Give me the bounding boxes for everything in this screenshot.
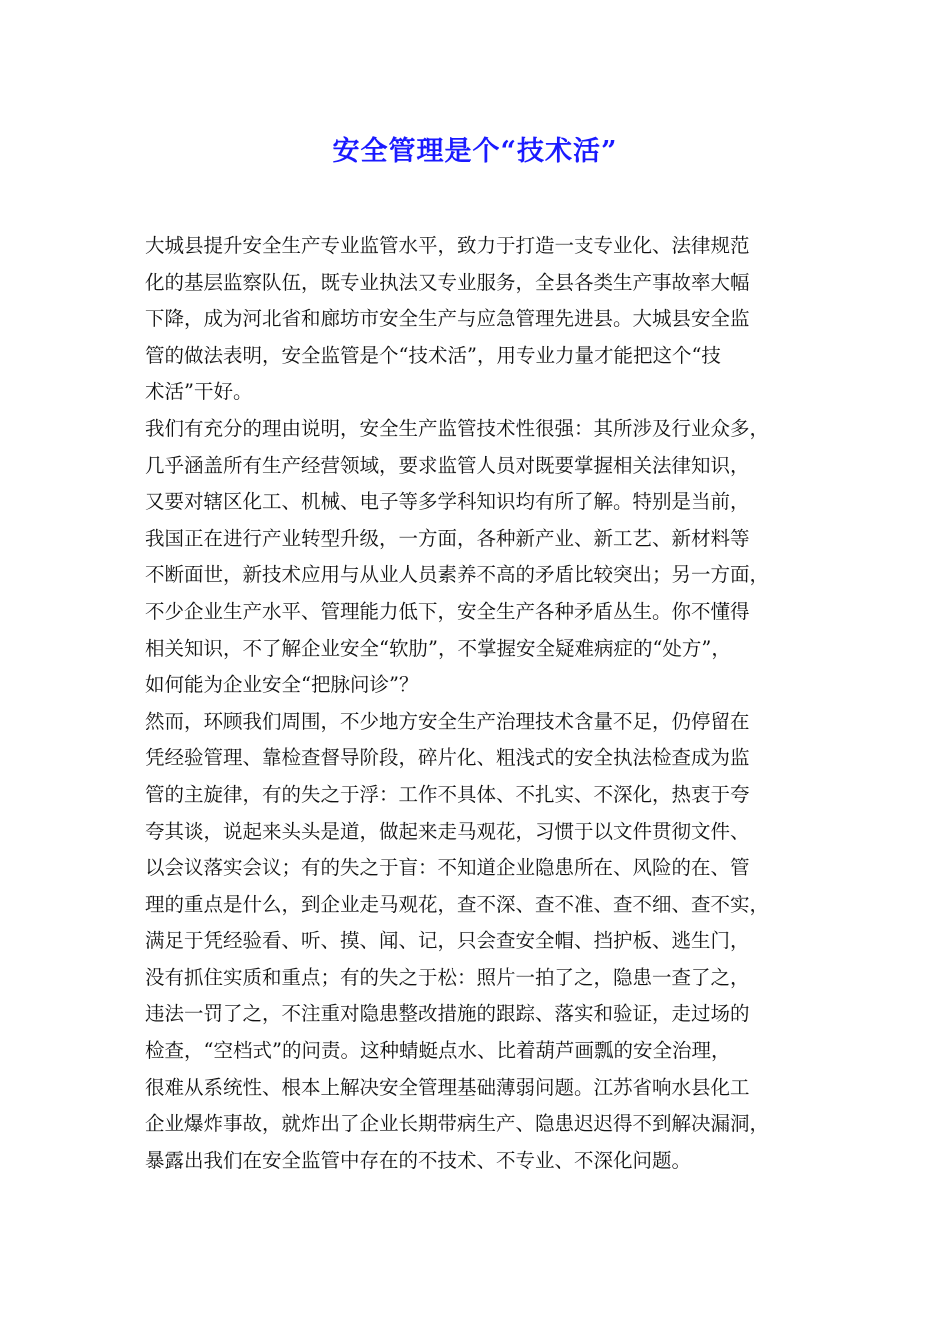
text-line: 我国正在进行产业转型升级，一方面，各种新产业、新工艺、新材料等 — [145, 526, 750, 550]
text-line: 管的做法表明，安全监管是个“技术活”，用专业力量才能把这个“技 — [145, 343, 721, 367]
paragraph-2 — [145, 411, 805, 704]
text-line: 理的重点是什么，到企业走马观花，查不深、查不准、查不细、查不实， — [145, 892, 770, 916]
text-line: 不断面世，新技术应用与从业人员素养不高的矛盾比较突出；另一方面， — [145, 563, 770, 587]
paragraph-1 — [145, 228, 805, 411]
text-line: 然而，环顾我们周围，不少地方安全生产治理技术含量不足，仍停留在 — [145, 709, 750, 733]
text-line: 化的基层监察队伍，既专业执法又专业服务，全县各类生产事故率大幅 — [145, 270, 750, 294]
document-body — [145, 228, 805, 1179]
text-line: 夸其谈，说起来头头是道，做起来走马观花，习惯于以文件贯彻文件、 — [145, 819, 750, 843]
text-line: 暴露出我们在安全监管中存在的不技术、不专业、不深化问题。 — [145, 1148, 692, 1172]
text-line: 以会议落实会议；有的失之于盲：不知道企业隐患所在、风险的在、管 — [145, 856, 750, 880]
text-line: 相关知识，不了解企业安全“软肋”，不掌握安全疑难病症的“处方”， — [145, 636, 731, 660]
text-line: 违法一罚了之，不注重对隐患整改措施的跟踪、落实和验证，走过场的 — [145, 1002, 750, 1026]
text-line: 很难从系统性、根本上解决安全管理基础薄弱问题。江苏省响水县化工 — [145, 1075, 750, 1099]
text-line: 我们有充分的理由说明，安全生产监管技术性很强：其所涉及行业众多， — [145, 416, 770, 440]
document-title: 安全管理是个“技术活” — [332, 136, 618, 167]
text-line: 下降，成为河北省和廊坊市安全生产与应急管理先进县。大城县安全监 — [145, 307, 750, 331]
text-line: 术活”干好。 — [145, 380, 253, 404]
text-line: 又要对辖区化工、机械、电子等多学科知识均有所了解。特别是当前， — [145, 490, 750, 514]
text-line: 大城县提升安全生产专业监管水平，致力于打造一支专业化、法律规范 — [145, 234, 750, 257]
text-line: 几乎涵盖所有生产经营领域，要求监管人员对既要掌握相关法律知识， — [145, 453, 750, 477]
paragraph-3 — [145, 704, 805, 1180]
text-line: 不少企业生产水平、管理能力低下，安全生产各种矛盾丛生。你不懂得 — [145, 599, 750, 623]
text-line: 满足于凭经验看、听、摸、闻、记，只会查安全帽、挡护板、逃生门， — [145, 929, 750, 953]
text-line: 管的主旋律，有的失之于浮：工作不具体、不扎实、不深化，热衷于夸 — [145, 782, 750, 806]
text-line: 检查，“空档式”的问责。这种蜻蜓点水、比着葫芦画瓢的安全治理， — [145, 1039, 731, 1063]
text-line: 企业爆炸事故，就炸出了企业长期带病生产、隐患迟迟得不到解决漏洞， — [145, 1112, 770, 1136]
text-line: 凭经验管理、靠检查督导阶段，碎片化、粗浅式的安全执法检查成为监 — [145, 746, 750, 770]
text-line: 如何能为企业安全“把脉问诊”？ — [145, 673, 419, 697]
text-line: 没有抓住实质和重点；有的失之于松：照片一拍了之，隐患一查了之， — [145, 965, 750, 989]
